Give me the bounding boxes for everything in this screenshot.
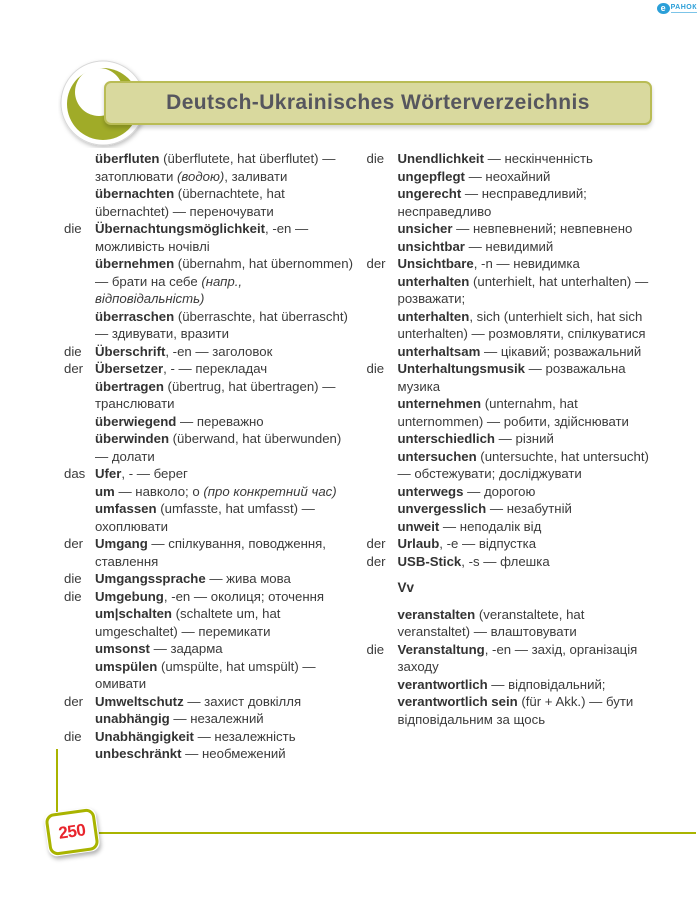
publisher-brand [657,1,697,15]
dictionary-entry [367,343,657,361]
gender-article: die [64,221,82,236]
headword: Überschrift [95,343,166,359]
translation-text: — нескінченність [483,151,593,166]
translation-text: (übernahm, hat übernommen) — брати на себе [95,256,353,289]
entry-text [398,169,551,184]
gender-article: der [64,361,84,376]
entry-text [398,221,633,236]
dictionary-entry [64,220,354,255]
page-title-banner [104,81,652,125]
translation-text: — спілкування, поводження, ставлення [95,536,326,569]
entry-text [95,711,264,726]
headword: unterhalten [397,308,470,324]
dictionary-entry [64,640,354,658]
italic-note: (напр., відповідальність) [95,273,243,306]
footer-horizontal-rule [99,832,696,834]
entry-text [95,571,291,586]
headword: Umgang [95,536,148,551]
dictionary-entry [64,308,354,343]
dictionary-entry [64,658,354,693]
headword: unsichtbar [397,238,465,254]
translation-text: — незабутній [486,501,572,516]
headword: unbeschränkt [95,746,182,761]
gender-article: der [64,693,84,709]
dictionary-entry [64,465,354,483]
headword: Unsichtbare [397,256,474,271]
dictionary-entry [64,360,354,378]
dictionary-entry [367,518,657,536]
italic-note: (про конкретний час) [203,483,337,499]
translation-text: — цікавий; розважальний [480,343,642,359]
entry-text [95,414,264,429]
headword: unsicher [397,221,453,236]
translation-text: — жива мова [205,571,291,586]
dictionary-entry [367,483,657,501]
entry-text [95,431,341,464]
gender-article: der [366,536,386,551]
headword: übernachten [95,186,175,201]
entry-text [398,186,587,219]
gender-article: die [64,343,82,359]
dictionary-entry [64,413,354,431]
entry-text [398,151,593,166]
gender-article: der [64,536,84,551]
headword: umsonst [95,641,150,656]
entry-text [398,344,642,359]
translation-text: (veranstaltete, hat veranstaltet) — влаштовувати [397,606,585,639]
headword: überwinden [95,431,169,446]
dictionary-entry [64,430,354,465]
headword: unvergesslich [397,501,487,516]
translation-text: (überflutete, hat überflutet) — затоплювати [95,151,336,184]
headword: Umgangssprache [95,571,206,586]
dictionary-entry [64,535,354,570]
headword: ungepflegt [397,168,465,184]
publisher-name: РАНОК [670,3,697,11]
headword: um [95,483,115,499]
page-number: 250 [57,820,87,843]
translation-text: , -en — околиця; оточення [163,588,325,604]
headword: unterhaltsam [397,343,481,359]
entry-text [95,256,353,306]
entry-text [398,501,572,516]
dictionary-entry [64,710,354,728]
translation-text: — необмежений [181,746,286,761]
entry-text [95,484,337,499]
translation-text: — дорогою [463,483,536,499]
dictionary-entry [367,185,657,220]
translation-text: — переважно [176,413,264,429]
entry-text [398,677,606,692]
gender-article: die [64,571,82,586]
entry-text [398,449,649,482]
headword: Übersetzer [95,361,164,376]
entry-text [95,606,280,639]
entry-text [95,536,326,569]
entry-text [95,309,348,342]
dictionary-entry [64,500,354,535]
footer-vertical-rule [56,749,58,815]
dictionary-entry [64,728,354,746]
headword: Übernachtungsmöglichkeit [95,221,265,236]
dictionary-entry [367,641,657,676]
headword: Veranstaltung [397,641,485,657]
translation-text: — захист довкілля [183,693,302,709]
entry-text [95,186,285,219]
italic-note: (водою) [177,168,225,184]
translation-text: — відповідальний; [487,676,606,692]
page-number-badge [43,807,101,858]
dictionary-entry [367,273,657,308]
dictionary-entry [367,395,657,430]
page-title: Deutsch-Ukrainisches Wörterverzeichnis [166,91,590,114]
translation-text: — невпевнений; невпевнено [452,221,633,236]
left-column [64,150,354,763]
translation-text: — невидимий [464,238,554,254]
translation-text: , -en — можливість ночівлі [95,221,309,254]
entry-text [398,554,550,569]
translation-text: (umspülte, hat umspült) — омивати [95,658,316,691]
gender-article: die [64,588,82,604]
translation-text: (übertrug, hat übertragen) — транслювати [95,378,336,411]
dictionary-entry [64,185,354,220]
headword: Ufer [95,466,122,481]
dictionary-entry [64,378,354,413]
dictionary-entry [64,255,354,308]
headword: verantwortlich sein [397,694,518,709]
dictionary-entry [367,553,657,571]
dictionary-entry [64,483,354,501]
dictionary-columns [64,150,656,763]
dictionary-entry [367,448,657,483]
entry-text [95,361,267,376]
translation-text: , -n — невидимка [473,256,580,271]
translation-text: (übernachtete, hat übernachtet) — переночувати [95,186,285,219]
translation-text: — незалежність [193,728,296,744]
entry-text [95,221,308,254]
dictionary-entry [367,220,657,238]
entry-text [398,256,580,271]
entry-text [95,746,286,761]
entry-text [95,729,296,744]
gender-article: die [366,641,385,657]
headword: unterwegs [397,483,464,499]
headword: übertragen [95,378,164,394]
entry-text [95,589,324,604]
entry-text [398,694,634,727]
dictionary-entry [367,500,657,518]
translation-text: — несправедливий; несправедливо [397,186,587,219]
translation-text: — незалежний [169,711,264,726]
headword: übernehmen [95,256,175,271]
translation-text: (unternahm, hat unternommen) — робити, здійснювати [397,396,629,429]
entry-text [398,239,554,254]
headword: Unendlichkeit [397,151,484,166]
entry-text [95,641,223,656]
dictionary-entry [64,343,354,361]
translation-text: , -e — відпустка [439,536,537,551]
dictionary-entry [64,150,354,185]
dictionary-entry [64,570,354,588]
headword: Unterhaltungsmusik [397,361,525,376]
headword: umfassen [95,501,157,516]
translation-text: — задарма [149,641,223,656]
dictionary-entry [367,430,657,448]
dictionary-entry [367,693,657,728]
headword: ungerecht [397,186,462,201]
headword: überfluten [95,151,160,166]
translation-text: (für + Akk.) — бути відповідальним за щось [397,694,634,727]
entry-text [95,151,335,184]
gender-article: der [366,256,386,271]
publisher-logo-icon: е [657,3,670,14]
headword: unterschiedlich [397,431,495,446]
headword: untersuchen [397,448,477,464]
dictionary-entry [64,588,354,606]
headword: unterhalten [397,273,470,289]
entry-text [95,379,335,412]
headword: unweit [397,518,440,534]
headword: unabhängig [95,711,170,726]
dictionary-entry [367,255,657,273]
entry-text [398,607,585,640]
right-column [367,150,657,763]
dictionary-entry [64,745,354,763]
dictionary-entry [367,535,657,553]
headword: Umgebung [95,588,164,604]
headword: Urlaub [397,536,440,551]
entry-text [398,274,649,307]
entry-text [95,466,188,481]
translation-text: , sich (unterhielt sich, hat sich unterhalten) — розмовляти, спілкуватися [397,308,646,341]
dictionary-entry [64,693,354,711]
entry-text [95,501,315,534]
dictionary-entry [367,308,657,343]
section-letter-heading: Vv [397,580,415,595]
headword: unternehmen [397,396,482,411]
entry-text [398,484,536,499]
translation-text: (unterhielt, hat unterhalten) — розважати; [397,273,649,306]
entry-text [398,361,626,394]
entry-text [95,659,316,692]
gender-article: die [366,361,385,376]
headword: USB-Stick [397,553,462,569]
headword: veranstalten [397,606,476,622]
gender-article: das [64,466,86,481]
dictionary-entry [64,605,354,640]
translation-text: (untersuchte, hat untersucht) — обстежувати; досліджувати [397,448,649,481]
translation-text: , -en — заголовок [165,343,273,359]
gender-article: der [366,553,386,569]
translation-text: , заливати [224,168,288,184]
headword: Umweltschutz [95,693,184,709]
dictionary-entry [367,676,657,694]
entry-text [398,536,537,551]
headword: umspülen [95,658,158,674]
entry-text [398,431,554,446]
entry-text [398,519,542,534]
dictionary-entry [367,150,657,168]
entry-text [398,396,629,429]
page-number-frame [44,808,99,857]
translation-text: — неподалік від [439,518,542,534]
entry-text [95,344,272,359]
dictionary-entry [367,606,657,641]
headword: Unabhängigkeit [95,728,194,744]
translation-text: (schaltete um, hat umgeschaltet) — перемикати [95,606,281,639]
translation-text: — розважальна музика [397,361,626,394]
gender-article: die [64,728,82,744]
translation-text: — різний [494,431,554,446]
translation-text: , -en — захід, організація заходу [397,641,638,674]
translation-text: — неохайний [464,168,551,184]
translation-text: (überwand, hat überwunden) — долати [95,431,342,464]
headword: verantwortlich [397,676,488,692]
headword: überraschen [95,308,175,324]
dictionary-entry [367,360,657,395]
translation-text: , - — перекладач [163,361,268,376]
entry-text [95,694,301,709]
entry-text [398,642,638,675]
translation-text: (überraschte, hat überrascht) — здивувати, вразити [95,308,348,341]
translation-text: , - — берег [121,466,188,481]
translation-text: — навколо; о [114,483,204,499]
dictionary-entry [367,238,657,256]
translation-text: (umfasste, hat umfasst) — охоплювати [95,501,315,534]
entry-text [398,309,646,342]
translation-text: , -s — флешка [461,553,550,569]
headword: überwiegend [95,413,177,429]
gender-article: die [366,151,385,166]
headword: um|schalten [95,606,172,621]
dictionary-entry [367,168,657,186]
